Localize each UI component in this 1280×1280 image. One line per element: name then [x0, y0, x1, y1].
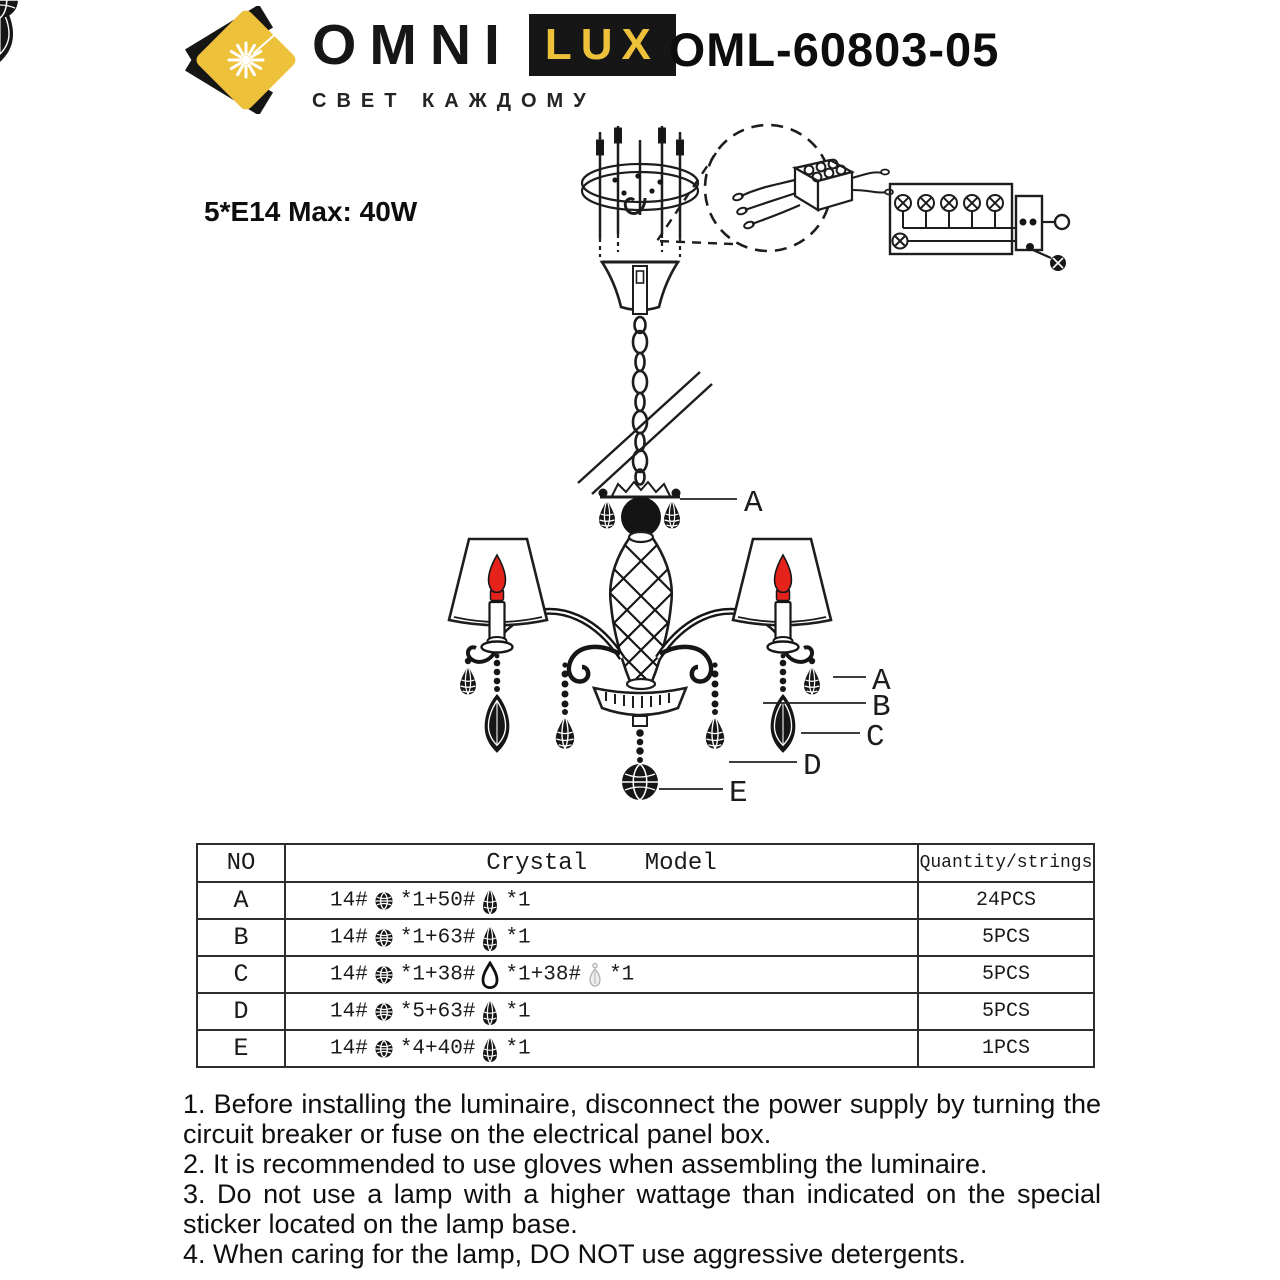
brand-name-secondary: LUX	[544, 20, 660, 69]
label-c: C	[866, 720, 885, 755]
col-header-no: NO	[197, 844, 285, 882]
quantity-cell: 1PCS	[918, 1030, 1094, 1067]
row-letter: C	[197, 956, 285, 993]
crystal-ball-icon	[374, 965, 394, 985]
quantity-cell: 5PCS	[918, 919, 1094, 956]
row-letter: B	[197, 919, 285, 956]
crystal-model-cell: 14# *1+50# *1	[285, 882, 918, 919]
crystal-model-cell: 14# *4+40# *1	[285, 1030, 918, 1067]
twisted-column	[610, 537, 672, 684]
connector-detail-magnifier	[657, 125, 893, 251]
table-row	[197, 993, 1094, 1030]
wiring-schematic	[890, 184, 1069, 271]
brand-name: OMNI	[312, 13, 513, 77]
crystal-ball-icon	[374, 891, 394, 911]
label-a-drop: A	[872, 664, 891, 699]
crystal-model-cell: 14# *1+38# *1+38# *1	[285, 956, 918, 993]
quantity-cell: 5PCS	[918, 993, 1094, 1030]
chain	[633, 317, 647, 485]
crystal-ball-icon	[374, 1039, 394, 1059]
label-a-ball: A	[744, 486, 763, 521]
crystal-ball-icon	[374, 1002, 394, 1022]
crystal-ball-icon	[374, 928, 394, 948]
table-row	[197, 1030, 1094, 1067]
crystal-pendant-icon	[481, 961, 499, 989]
table-row	[197, 919, 1094, 956]
table-row	[197, 882, 1094, 919]
crystal-pendalogue-light-icon	[587, 962, 603, 988]
row-letter: E	[197, 1030, 285, 1067]
chandelier-drawing	[449, 262, 891, 811]
instruction-item: 1. Before installing the luminaire, disconnect the power supply by turning the circuit breaker or fuse on the electrical panel box.	[183, 1089, 1101, 1149]
crystal-drop-icon	[481, 924, 499, 952]
ceiling-plate-diagram	[582, 126, 698, 257]
label-d: D	[803, 749, 822, 784]
crystal-parts-table	[196, 843, 1095, 1068]
quantity-cell: 24PCS	[918, 882, 1094, 919]
crystal-model-cell: 14# *1+63# *1	[285, 919, 918, 956]
instruction-item: 4. When caring for the lamp, DO NOT use aggressive detergents.	[183, 1239, 966, 1269]
crystal-drop-icon	[481, 998, 499, 1026]
arm-assembly	[449, 539, 622, 753]
crystal-model-cell: 14# *5+63# *1	[285, 993, 918, 1030]
instruction-item: 2. It is recommended to use gloves when assembling the luminaire.	[183, 1149, 988, 1179]
instruction-item: 3. Do not use a lamp with a higher wattage than indicated on the special sticker located on the lamp base.	[183, 1179, 1101, 1239]
table-header-row	[197, 844, 1094, 882]
model-number: OML-60803-05	[668, 23, 1000, 76]
row-letter: A	[197, 882, 285, 919]
col-header-model: Crystal Model	[285, 844, 918, 882]
crystal-drop-icon	[481, 1035, 499, 1063]
lamp-spec: 5*E14 Max: 40W	[204, 196, 418, 227]
label-e: E	[729, 776, 748, 811]
safety-instructions	[183, 1089, 1101, 1269]
quantity-cell: 5PCS	[918, 956, 1094, 993]
brand-tagline: СВЕТ КАЖДОМУ	[312, 90, 596, 112]
label-b: B	[872, 690, 891, 725]
col-header-quantity: Quantity/strings	[918, 844, 1094, 882]
table-row	[197, 956, 1094, 993]
crystal-drop-icon	[481, 887, 499, 915]
row-letter: D	[197, 993, 285, 1030]
